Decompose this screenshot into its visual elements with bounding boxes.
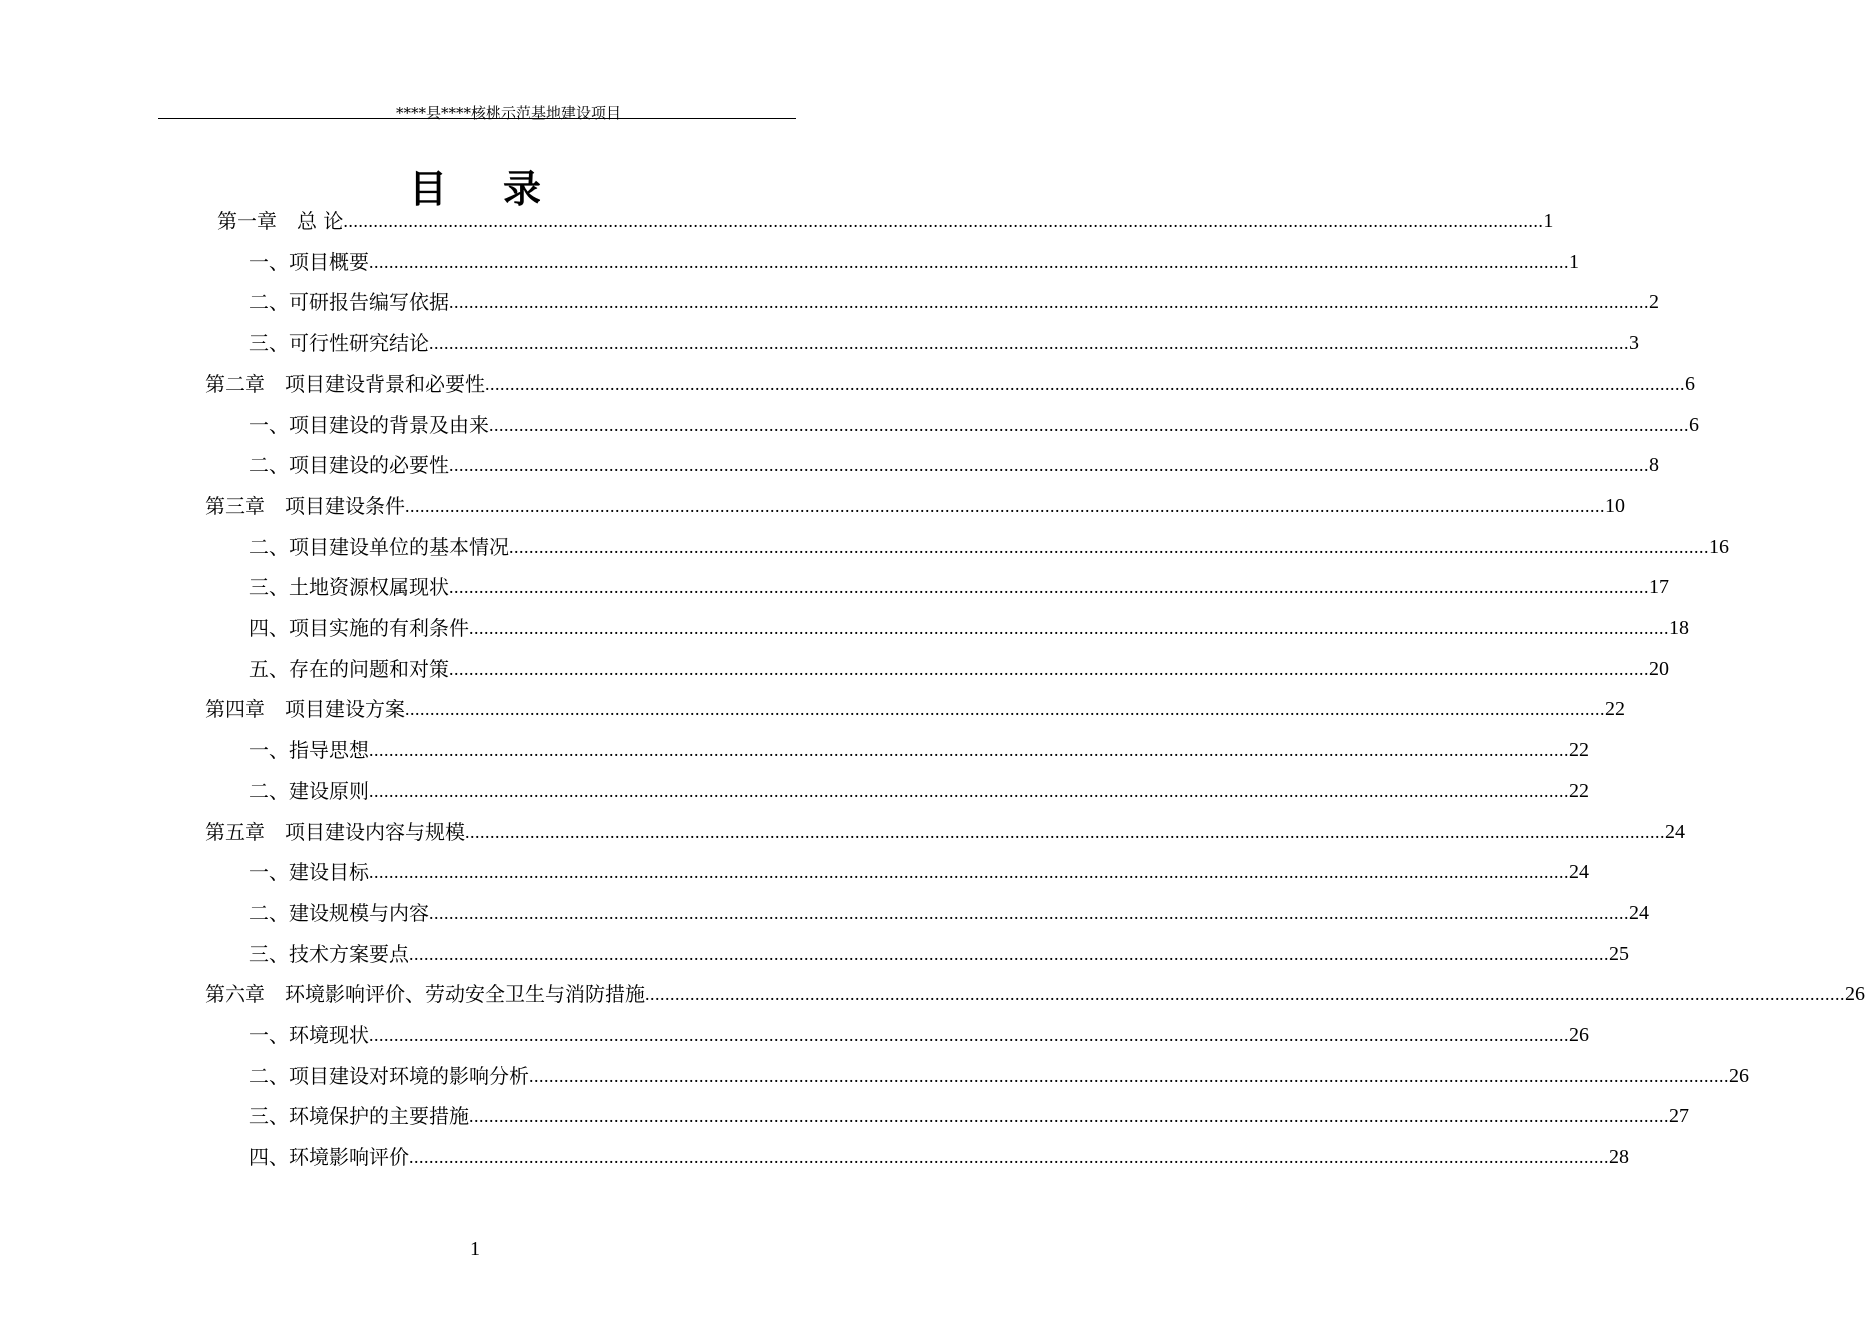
dot-leader: ................................................................................................................................................................................................................................................: [529, 1066, 1729, 1086]
dot-leader: ................................................................................................................................................................................................................................................: [469, 1106, 1669, 1126]
dot-leader: ................................................................................................................................................................................................................................................: [369, 781, 1569, 801]
toc-entry-page: 28: [1609, 1146, 1629, 1168]
toc-entry-label: 第三章 项目建设条件: [205, 494, 405, 518]
toc-section-entry[interactable]: [0, 323, 1639, 363]
toc-section-entry[interactable]: [0, 282, 1659, 322]
toc-section-entry[interactable]: [0, 445, 1659, 485]
toc-entry-page: 16: [1709, 536, 1729, 558]
toc-entry-label: 四、环境影响评价: [249, 1145, 409, 1169]
dot-leader: ................................................................................................................................................................................................................................................: [489, 415, 1689, 435]
dot-leader: ................................................................................................................................................................................................................................................: [369, 740, 1569, 760]
toc-entry-page: 17: [1649, 576, 1669, 598]
dot-leader: ................................................................................................................................................................................................................................................: [465, 822, 1665, 842]
dot-leader: ................................................................................................................................................................................................................................................: [369, 1025, 1569, 1045]
toc-entry-page: 24: [1665, 821, 1685, 843]
toc-entry-page: 20: [1649, 658, 1669, 680]
toc-entry-page: 27: [1669, 1105, 1689, 1127]
dot-leader: ................................................................................................................................................................................................................................................: [409, 944, 1609, 964]
dot-leader: ................................................................................................................................................................................................................................................: [485, 374, 1685, 394]
toc-entry-page: 1: [1569, 251, 1579, 273]
toc-entry-label: 二、可研报告编写依据: [249, 290, 449, 314]
toc-entry-page: 26: [1729, 1065, 1749, 1087]
toc-entry-label: 第一章 总 论: [217, 209, 344, 233]
dot-leader: ................................................................................................................................................................................................................................................: [469, 618, 1669, 638]
toc-entry-label: 第五章 项目建设内容与规模: [205, 820, 465, 844]
toc-section-entry[interactable]: [0, 893, 1649, 933]
toc-entry-label: 三、环境保护的主要措施: [249, 1104, 469, 1128]
toc-title: 目录: [408, 167, 597, 211]
toc-chapter-entry[interactable]: [0, 974, 1865, 1014]
dot-leader: ................................................................................................................................................................................................................................................: [369, 862, 1569, 882]
toc-section-entry[interactable]: [0, 1096, 1689, 1136]
dot-leader: ................................................................................................................................................................................................................................................: [449, 455, 1649, 475]
toc-entry-label: 三、可行性研究结论: [249, 331, 429, 355]
toc-entry-page: 26: [1569, 1024, 1589, 1046]
toc-entry-label: 一、项目建设的背景及由来: [249, 413, 489, 437]
toc-entry-label: 第四章 项目建设方案: [205, 697, 405, 721]
toc-entry-page: 3: [1629, 332, 1639, 354]
toc-entry-label: 二、项目建设对环境的影响分析: [249, 1064, 529, 1088]
toc-entry-label: 三、土地资源权属现状: [249, 575, 449, 599]
toc-entry-page: 24: [1629, 902, 1649, 924]
toc-entry-page: 1: [1543, 210, 1554, 232]
toc-chapter-entry[interactable]: [0, 486, 1625, 526]
dot-leader: ................................................................................................................................................................................................................................................: [645, 984, 1845, 1004]
toc-entry-page: 24: [1569, 861, 1589, 883]
toc-entry-page: 22: [1605, 698, 1625, 720]
toc-chapter-entry[interactable]: [0, 201, 1554, 241]
toc-entry-label: 一、指导思想: [249, 738, 369, 762]
dot-leader: ................................................................................................................................................................................................................................................: [449, 577, 1649, 597]
toc-section-entry[interactable]: [0, 405, 1699, 445]
toc-section-entry[interactable]: [0, 242, 1579, 282]
toc-entry-page: 22: [1569, 780, 1589, 802]
toc-section-entry[interactable]: [0, 730, 1589, 770]
toc-entry-label: 二、项目建设的必要性: [249, 453, 449, 477]
toc-section-entry[interactable]: [0, 1015, 1589, 1055]
dot-leader: ................................................................................................................................................................................................................................................: [405, 699, 1605, 719]
toc-entry-label: 第二章 项目建设背景和必要性: [205, 372, 485, 396]
toc-section-entry[interactable]: [0, 527, 1729, 567]
dot-leader: ................................................................................................................................................................................................................................................: [429, 903, 1629, 923]
toc-chapter-entry[interactable]: [0, 689, 1625, 729]
toc-entry-label: 二、建设规模与内容: [249, 901, 429, 925]
dot-leader: ................................................................................................................................................................................................................................................: [509, 537, 1709, 557]
toc-entry-page: 18: [1669, 617, 1689, 639]
dot-leader: ................................................................................................................................................................................................................................................: [409, 1147, 1609, 1167]
toc-section-entry[interactable]: [0, 608, 1689, 648]
toc-entry-page: 6: [1685, 373, 1695, 395]
toc-section-entry[interactable]: [0, 567, 1669, 607]
dot-leader: ................................................................................................................................................................................................................................................: [369, 252, 1569, 272]
dot-leader: ................................................................................................................................................................................................................................................: [343, 211, 1544, 231]
toc-entry-label: 二、建设原则: [249, 779, 369, 803]
toc-entry-page: 2: [1649, 291, 1659, 313]
toc-entry-page: 25: [1609, 943, 1629, 965]
toc-entry-page: 22: [1569, 739, 1589, 761]
page-number: 1: [470, 1238, 480, 1260]
header-rule: [158, 118, 796, 119]
toc-entry-label: 一、项目概要: [249, 250, 369, 274]
toc-entry-page: 6: [1689, 414, 1699, 436]
toc-entry-label: 五、存在的问题和对策: [249, 657, 449, 681]
toc-entry-label: 二、项目建设单位的基本情况: [249, 535, 509, 559]
toc-chapter-entry[interactable]: [0, 812, 1685, 852]
toc-section-entry[interactable]: [0, 771, 1589, 811]
toc-section-entry[interactable]: [0, 1056, 1749, 1096]
toc-section-entry[interactable]: [0, 852, 1589, 892]
dot-leader: ................................................................................................................................................................................................................................................: [449, 659, 1649, 679]
dot-leader: ................................................................................................................................................................................................................................................: [429, 333, 1629, 353]
toc-section-entry[interactable]: [0, 934, 1629, 974]
toc-section-entry[interactable]: [0, 1137, 1629, 1177]
toc-entry-label: 三、技术方案要点: [249, 942, 409, 966]
dot-leader: ................................................................................................................................................................................................................................................: [449, 292, 1649, 312]
running-header: ****县****核桃示范基地建设项目: [396, 104, 622, 122]
toc-entry-page: 10: [1605, 495, 1625, 517]
toc-entry-label: 第六章 环境影响评价、劳动安全卫生与消防措施: [205, 982, 645, 1006]
toc-entry-label: 四、项目实施的有利条件: [249, 616, 469, 640]
toc-entry-label: 一、建设目标: [249, 860, 369, 884]
toc-entry-page: 8: [1649, 454, 1659, 476]
toc-entry-page: 26: [1845, 983, 1865, 1005]
dot-leader: ................................................................................................................................................................................................................................................: [405, 496, 1605, 516]
toc-chapter-entry[interactable]: [0, 364, 1695, 404]
toc-section-entry[interactable]: [0, 649, 1669, 689]
toc-entry-label: 一、环境现状: [249, 1023, 369, 1047]
